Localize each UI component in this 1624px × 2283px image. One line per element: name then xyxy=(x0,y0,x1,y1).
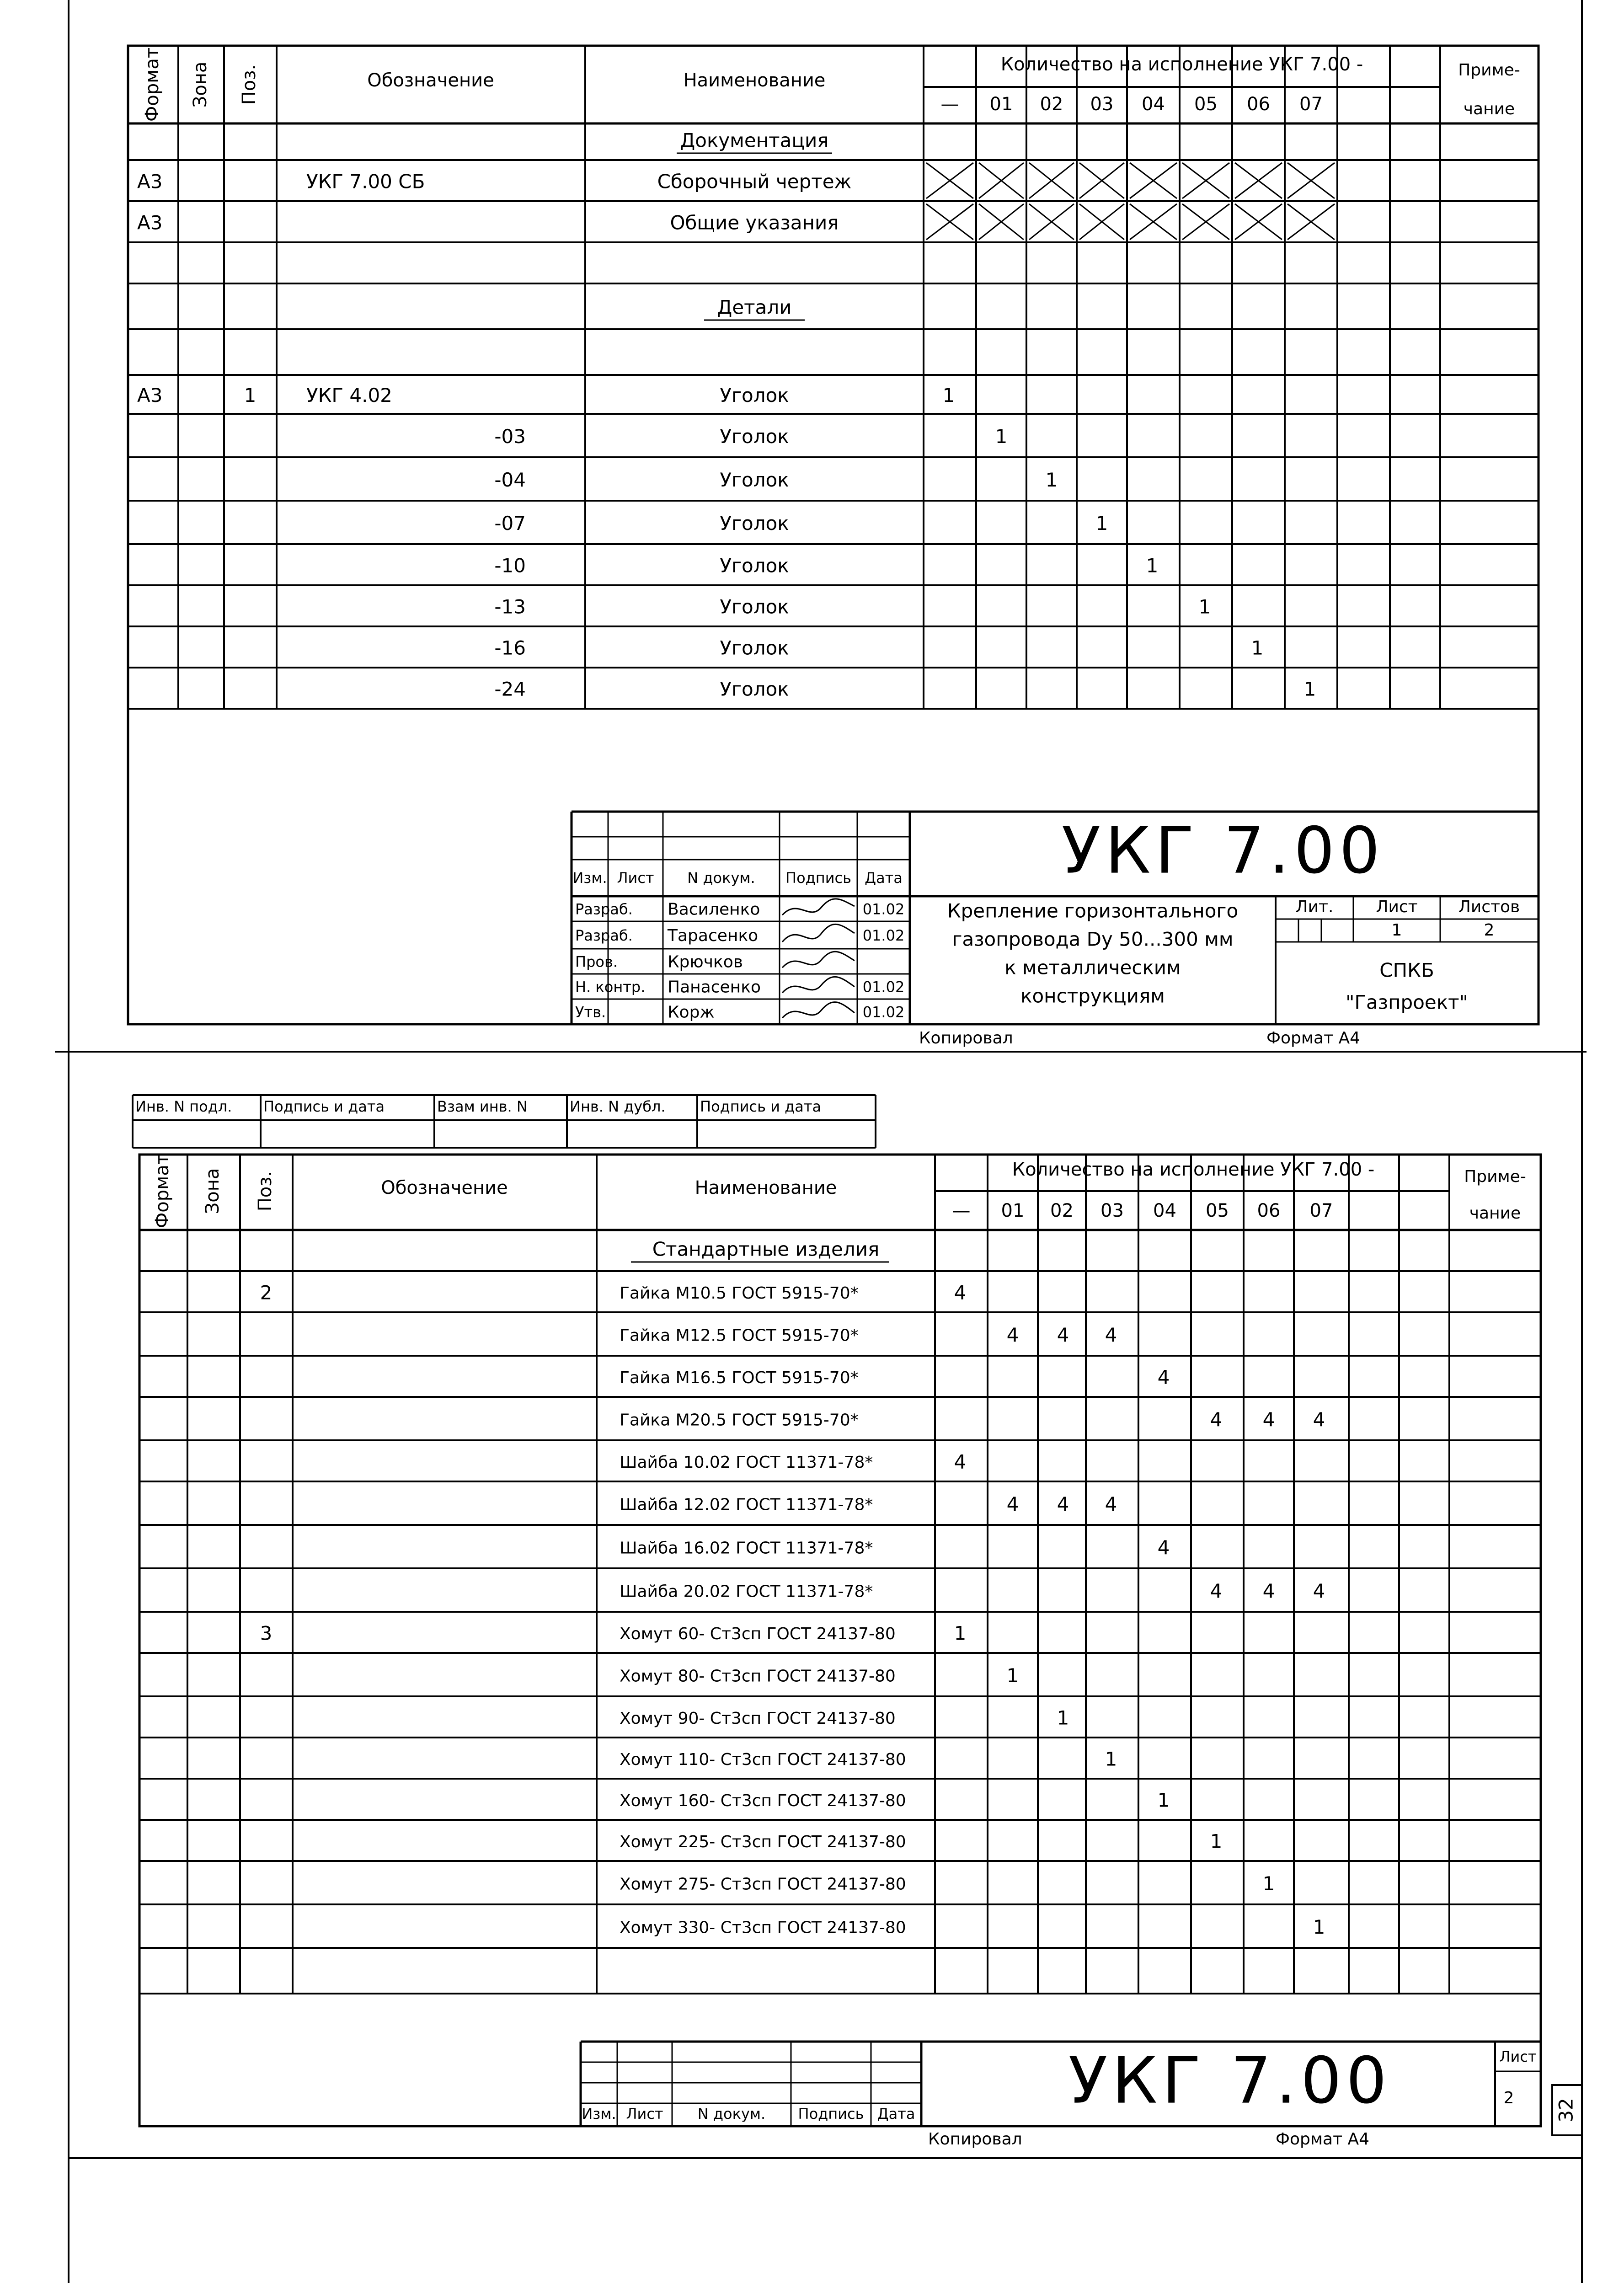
format-label: Формат А4 xyxy=(1266,1029,1361,1048)
titleblock-person: Корж xyxy=(668,1003,715,1022)
drawing-title: Крепление горизонтального xyxy=(947,899,1239,922)
row-qty: 4 xyxy=(1210,1408,1223,1431)
titleblock-col-label: Подпись xyxy=(798,2105,864,2123)
header-exec-col: 04 xyxy=(1142,94,1165,115)
row-qty: 4 xyxy=(1057,1324,1069,1346)
header-format: Формат xyxy=(152,1154,173,1229)
header-note: чание xyxy=(1469,1204,1521,1223)
header-name: Наименование xyxy=(683,70,826,91)
row-name: Уголок xyxy=(720,636,789,659)
row-designation: -04 xyxy=(494,469,526,491)
row-name: Уголок xyxy=(720,469,789,491)
row-designation: -13 xyxy=(494,595,526,618)
stamp-label: Взам инв. N xyxy=(437,1098,528,1115)
cross-mark xyxy=(1287,204,1335,240)
section-details: Детали xyxy=(717,296,792,319)
row-qty: 1 xyxy=(1313,1916,1325,1938)
titleblock-role: Пров. xyxy=(575,953,618,971)
row-name: Хомут 90- Ст3сп ГОСТ 24137-80 xyxy=(620,1709,896,1728)
sheet-number: 2 xyxy=(1503,2089,1514,2107)
document-code: УКГ 7.00 xyxy=(1068,2043,1392,2118)
row-qty: 4 xyxy=(954,1281,967,1304)
header-pos: Поз. xyxy=(239,64,260,105)
row-format: А3 xyxy=(137,170,163,193)
row-qty: 1 xyxy=(1095,512,1108,535)
row-qty: 1 xyxy=(1198,595,1211,618)
titleblock-col-label: Дата xyxy=(877,2105,915,2123)
cross-mark xyxy=(1130,163,1177,198)
row-qty: 4 xyxy=(1006,1324,1019,1346)
row-qty: 4 xyxy=(1157,1366,1170,1389)
titleblock-role: Утв. xyxy=(575,1003,606,1021)
titleblock-col-label: Изм. xyxy=(572,869,607,887)
label-lit: Лит. xyxy=(1295,898,1334,916)
header-exec-col: 01 xyxy=(989,94,1013,115)
drawing-title: к металлическим xyxy=(1004,956,1181,979)
cross-mark xyxy=(1182,204,1229,240)
header-exec-col: 04 xyxy=(1153,1200,1176,1221)
titleblock-col-label: N докум. xyxy=(697,2105,766,2123)
titleblock-col-label: N докум. xyxy=(687,869,755,887)
row-name: Уголок xyxy=(720,595,789,618)
row-name: Сборочный чертеж xyxy=(657,170,852,193)
row-name: Гайка М16.5 ГОСТ 5915-70* xyxy=(620,1369,859,1387)
row-designation: -07 xyxy=(494,512,526,535)
row-qty: 4 xyxy=(1313,1408,1325,1431)
handwritten-signature xyxy=(782,924,855,942)
row-name: Хомут 60- Ст3сп ГОСТ 24137-80 xyxy=(620,1625,896,1643)
label-sheets: Листов xyxy=(1458,898,1520,916)
header-zone: Зона xyxy=(202,1168,223,1214)
header-zone: Зона xyxy=(190,61,211,108)
header-name: Наименование xyxy=(694,1177,837,1198)
row-name: Уголок xyxy=(720,678,789,700)
row-name: Хомут 225- Ст3сп ГОСТ 24137-80 xyxy=(620,1833,906,1851)
row-qty: 1 xyxy=(1210,1830,1223,1853)
header-exec-col: 01 xyxy=(1001,1200,1025,1221)
cross-mark xyxy=(1029,163,1074,198)
header-qty: Количество на исполнение УКГ 7.00 - xyxy=(1012,1159,1375,1180)
row-qty: 1 xyxy=(1303,678,1316,700)
titleblock-col-label: Лист xyxy=(626,2105,663,2123)
row-qty: 4 xyxy=(1313,1580,1325,1602)
row-qty: 1 xyxy=(1146,554,1159,577)
row-designation: -24 xyxy=(494,678,526,700)
format-label: Формат А4 xyxy=(1276,2130,1370,2149)
header-exec-col: — xyxy=(952,1200,971,1221)
row-qty: 4 xyxy=(954,1450,967,1473)
row-designation: -10 xyxy=(494,554,526,577)
stamp-label: Подпись и дата xyxy=(700,1098,822,1115)
row-pos: 3 xyxy=(260,1622,272,1645)
stamp-label: Подпись и дата xyxy=(263,1098,385,1115)
row-name: Гайка М12.5 ГОСТ 5915-70* xyxy=(620,1326,859,1345)
cross-mark xyxy=(1182,163,1229,198)
titleblock-col-label: Лист xyxy=(617,869,654,887)
label-sheet: Лист xyxy=(1376,898,1418,916)
header-exec-col: 07 xyxy=(1309,1200,1333,1221)
header-designation: Обозначение xyxy=(381,1177,508,1198)
handwritten-signature xyxy=(782,899,855,915)
handwritten-signature xyxy=(782,952,855,968)
header-note: Приме- xyxy=(1464,1167,1526,1186)
row-qty: 4 xyxy=(1262,1408,1275,1431)
row-designation: УКГ 4.02 xyxy=(306,384,392,406)
titleblock-person: Тарасенко xyxy=(668,926,759,945)
row-designation: УКГ 7.00 СБ xyxy=(306,170,425,193)
header-exec-col: 07 xyxy=(1299,94,1323,115)
drawing-title: газопровода Dу 50...300 мм xyxy=(952,928,1234,951)
sheets-count: 2 xyxy=(1484,921,1495,940)
stamp-label: Инв. N подл. xyxy=(135,1098,232,1115)
header-exec-col: — xyxy=(940,94,959,115)
document-code: УКГ 7.00 xyxy=(1061,813,1385,888)
row-name: Шайба 16.02 ГОСТ 11371-78* xyxy=(620,1539,873,1558)
row-qty: 1 xyxy=(1157,1789,1170,1812)
copied-by-label: Копировал xyxy=(928,2130,1022,2149)
row-name: Уголок xyxy=(720,554,789,577)
row-name: Общие указания xyxy=(670,211,839,234)
header-qty: Количество на исполнение УКГ 7.00 - xyxy=(1000,54,1363,75)
titleblock-date: 01.02 xyxy=(862,900,905,918)
row-designation: -16 xyxy=(494,636,526,659)
row-qty: 4 xyxy=(1105,1493,1117,1515)
handwritten-signature xyxy=(782,977,855,993)
section-standard-items: Стандартные изделия xyxy=(652,1238,880,1261)
row-qty: 1 xyxy=(1045,469,1058,491)
header-exec-col: 02 xyxy=(1040,94,1063,115)
row-qty: 1 xyxy=(942,384,955,406)
titleblock-date: 01.02 xyxy=(862,1003,905,1021)
cross-mark xyxy=(1079,163,1124,198)
copied-by-label: Копировал xyxy=(919,1029,1013,1048)
header-exec-col: 02 xyxy=(1050,1200,1074,1221)
titleblock-person: Панасенко xyxy=(668,978,761,997)
handwritten-signature xyxy=(782,1002,855,1018)
cross-mark xyxy=(979,204,1024,240)
row-qty: 1 xyxy=(1251,636,1264,659)
row-qty: 1 xyxy=(1057,1706,1069,1729)
titleblock-role: Разраб. xyxy=(575,927,633,944)
cross-mark xyxy=(926,204,973,240)
row-qty: 1 xyxy=(1105,1748,1117,1770)
header-exec-col: 06 xyxy=(1247,94,1270,115)
header-designation: Обозначение xyxy=(367,70,494,91)
header-exec-col: 06 xyxy=(1257,1200,1281,1221)
row-name: Хомут 275- Ст3сп ГОСТ 24137-80 xyxy=(620,1875,906,1894)
row-qty: 4 xyxy=(1262,1580,1275,1602)
row-pos: 1 xyxy=(244,384,256,406)
row-name: Хомут 110- Ст3сп ГОСТ 24137-80 xyxy=(620,1750,906,1769)
sheet-number: 1 xyxy=(1391,921,1402,940)
cross-mark xyxy=(926,163,973,198)
label-sheet: Лист xyxy=(1499,2048,1537,2065)
row-qty: 1 xyxy=(1262,1872,1275,1895)
row-name: Хомут 330- Ст3сп ГОСТ 24137-80 xyxy=(620,1918,906,1937)
row-name: Уголок xyxy=(720,384,789,406)
cross-mark xyxy=(1287,163,1335,198)
stamp-label: Инв. N дубл. xyxy=(570,1098,666,1115)
row-name: Гайка М20.5 ГОСТ 5915-70* xyxy=(620,1411,859,1430)
organization: СПКБ xyxy=(1379,959,1434,982)
row-name: Уголок xyxy=(720,512,789,535)
row-name: Шайба 10.02 ГОСТ 11371-78* xyxy=(620,1453,873,1472)
titleblock-date: 01.02 xyxy=(862,978,905,996)
row-name: Уголок xyxy=(720,425,789,448)
row-name: Шайба 20.02 ГОСТ 11371-78* xyxy=(620,1582,873,1601)
titleblock-person: Василенко xyxy=(668,900,760,919)
drawing-title: конструкциям xyxy=(1020,984,1165,1007)
row-qty: 4 xyxy=(1157,1536,1170,1559)
cross-mark xyxy=(1235,163,1282,198)
titleblock-date: 01.02 xyxy=(862,927,905,944)
row-qty: 4 xyxy=(1210,1580,1223,1602)
header-note: чание xyxy=(1463,100,1515,118)
titleblock-col-label: Подпись xyxy=(785,869,851,887)
row-name: Хомут 160- Ст3сп ГОСТ 24137-80 xyxy=(620,1791,906,1810)
cross-mark xyxy=(1235,204,1282,240)
header-exec-col: 03 xyxy=(1100,1200,1124,1221)
header-exec-col: 03 xyxy=(1090,94,1114,115)
row-qty: 1 xyxy=(1006,1664,1019,1687)
row-format: А3 xyxy=(137,384,163,406)
titleblock-person: Крючков xyxy=(668,952,743,972)
row-qty: 1 xyxy=(995,425,1008,448)
row-qty: 4 xyxy=(1105,1324,1117,1346)
row-name: Гайка М10.5 ГОСТ 5915-70* xyxy=(620,1284,859,1303)
cross-mark xyxy=(979,163,1024,198)
titleblock-role: Н. контр. xyxy=(575,978,646,996)
row-name: Хомут 80- Ст3сп ГОСТ 24137-80 xyxy=(620,1667,896,1686)
titleblock-role: Разраб. xyxy=(575,900,633,918)
header-pos: Поз. xyxy=(255,1171,276,1212)
section-documentation: Документация xyxy=(680,129,829,152)
header-note: Приме- xyxy=(1458,61,1520,80)
titleblock-col-label: Дата xyxy=(865,869,903,887)
row-name: Шайба 12.02 ГОСТ 11371-78* xyxy=(620,1495,873,1514)
organization: "Газпроект" xyxy=(1346,991,1468,1014)
titleblock-col-label: Изм. xyxy=(582,2105,616,2123)
row-designation: -03 xyxy=(494,425,526,448)
row-qty: 4 xyxy=(1006,1493,1019,1515)
header-exec-col: 05 xyxy=(1206,1200,1229,1221)
page-number: 32 xyxy=(1555,2098,1577,2123)
cross-mark xyxy=(1079,204,1124,240)
row-qty: 1 xyxy=(954,1622,967,1645)
header-format: Формат xyxy=(142,47,163,122)
cross-mark xyxy=(1029,204,1074,240)
row-qty: 4 xyxy=(1057,1493,1069,1515)
cross-mark xyxy=(1130,204,1177,240)
row-pos: 2 xyxy=(260,1281,272,1304)
header-exec-col: 05 xyxy=(1194,94,1218,115)
row-format: А3 xyxy=(137,211,163,234)
